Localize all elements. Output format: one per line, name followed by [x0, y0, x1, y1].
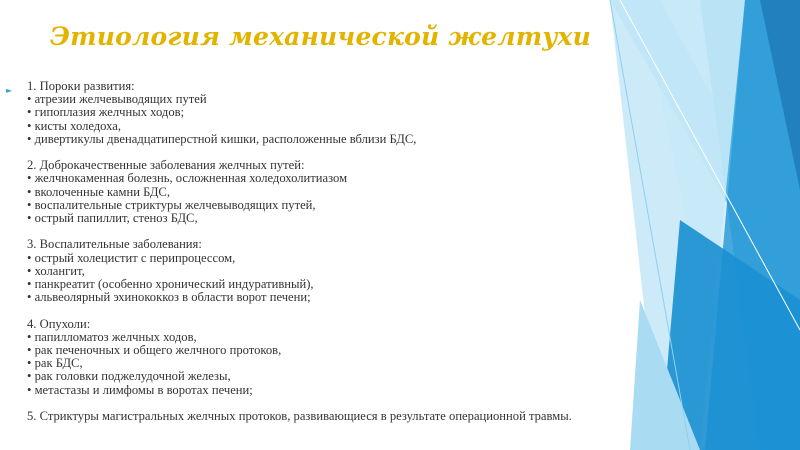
slide-title: Этиология механической желтухи [50, 22, 591, 51]
list-item: • панкреатит (особенно хронический индуративный), [27, 278, 627, 291]
section-benign-diseases [27, 159, 627, 225]
section-malformations [27, 80, 627, 146]
section-strictures [27, 410, 627, 423]
triangle-bullet-icon: ► [6, 86, 13, 95]
list-item: • рак БДС, [27, 357, 627, 370]
list-item: • рак печеночных и общего желчного протоков, [27, 344, 627, 357]
section-heading: 3. Воспалительные заболевания: [27, 237, 202, 252]
list-item: • желчнокаменная болезнь, осложненная холедохолитиазом [27, 172, 627, 185]
section-inflammatory-diseases [27, 238, 627, 304]
section-tumors [27, 318, 627, 397]
section-heading: 5. Стриктуры магистральных желчных протоков, развивающиеся в результате операционной травмы. [27, 409, 572, 424]
section-heading: 1. Пороки развития: [27, 79, 135, 93]
list-item: • дивертикулы двенадцатиперстной кишки, расположенные вблизи БДС, [27, 133, 627, 146]
list-item: • атрезии желчевыводящих путей [27, 93, 627, 106]
list-item: • воспалительные стриктуры желчевыводящих путей, [27, 199, 627, 212]
section-heading: 4. Опухоли: [27, 316, 91, 331]
section-heading: 2. Доброкачественные заболевания желчных путей: [27, 158, 305, 173]
list-item: • рак головки поджелудочной железы, [27, 370, 627, 383]
list-item: • альвеолярный эхинококкоз в области ворот печени; [27, 291, 627, 304]
list-item: • кисты холедоха, [27, 120, 627, 133]
list-item: • вколоченные камни БДС, [27, 186, 627, 199]
list-item: • острый папиллит, стеноз БДС, [27, 212, 627, 225]
list-item: • папилломатоз желчных ходов, [27, 331, 627, 344]
list-item: • гипоплазия желчных ходов; [27, 106, 627, 119]
list-item: • острый холецистит с перипроцессом, [27, 252, 627, 265]
content-body [27, 80, 627, 436]
list-item: • метастазы и лимфомы в воротах печени; [27, 384, 627, 397]
list-item: • холангит, [27, 265, 627, 278]
